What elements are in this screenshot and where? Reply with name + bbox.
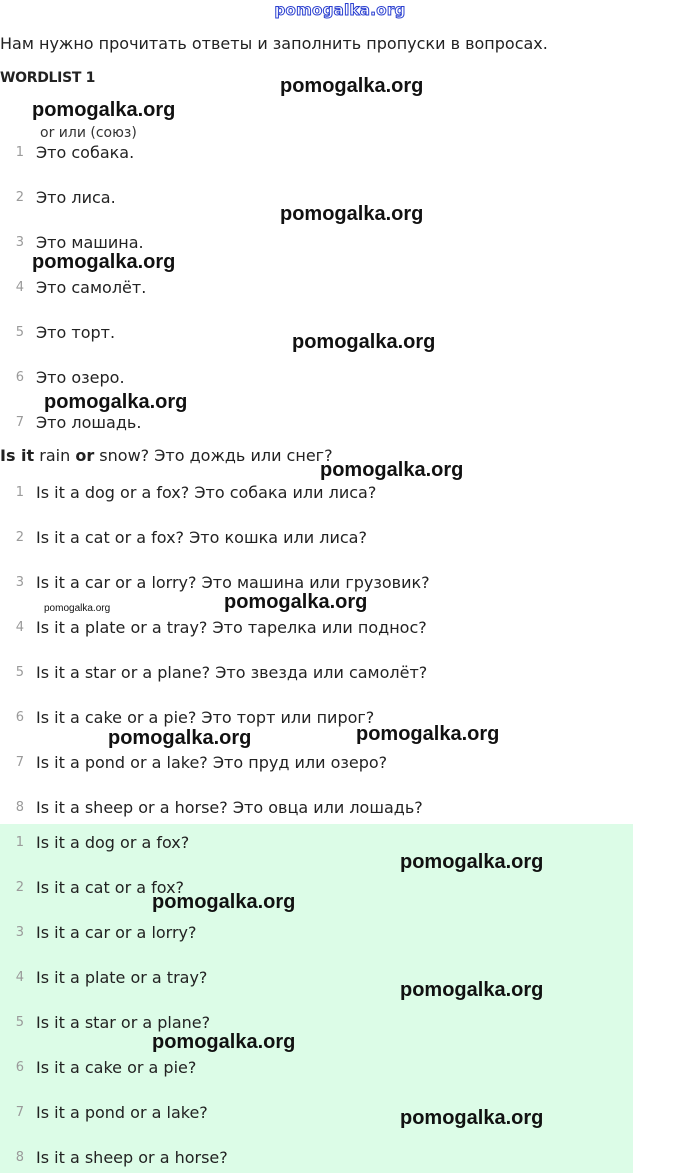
question-item — [0, 615, 427, 639]
item-text: Это торт. — [36, 322, 116, 342]
item-number: 3 — [15, 924, 24, 940]
answer-item — [0, 1100, 208, 1124]
watermark: pomogalka.org — [152, 891, 296, 913]
item-text: Is it a sheep or a horse? Это овца или лошадь? — [36, 797, 423, 817]
item-number: 8 — [15, 799, 24, 815]
item-number: 1 — [15, 144, 24, 160]
watermark: pomogalka.org — [280, 75, 424, 97]
watermark: pomogalka.org — [224, 591, 368, 613]
answer-item — [0, 1055, 196, 1079]
item-text: Is it a star or a plane? Это звезда или самолёт? — [36, 662, 428, 682]
heading-or: or — [75, 446, 95, 465]
item-text: Это машина. — [36, 232, 144, 252]
item-number: 3 — [15, 574, 24, 590]
item-text: Это собака. — [36, 142, 135, 162]
answer-item — [0, 920, 197, 944]
question-item — [0, 795, 423, 819]
question-item — [0, 660, 427, 684]
item-text: Is it a cake or a pie? — [36, 1057, 197, 1077]
item-text: Is it a cat or a fox? — [36, 877, 185, 897]
watermark: pomogalka.org — [292, 331, 436, 353]
item-number: 1 — [15, 834, 24, 850]
item-number: 1 — [15, 484, 24, 500]
item-number: 5 — [15, 664, 24, 680]
item-number: 7 — [15, 754, 24, 770]
item-number: 5 — [15, 324, 24, 340]
item-text: Is it a car or a lorry? Это машина или грузовик? — [36, 572, 430, 592]
watermark: pomogalka.org — [44, 603, 111, 614]
answer-item — [0, 965, 207, 989]
watermark: pomogalka.org — [356, 723, 500, 745]
item-number: 7 — [15, 414, 24, 430]
item-text: Is it a plate or a tray? — [36, 967, 208, 987]
item-text: Это лиса. — [36, 187, 116, 207]
item-number: 6 — [15, 709, 24, 725]
heading-rest: snow? Это дождь или снег? — [94, 446, 333, 465]
item-text: Is it a star or a plane? — [36, 1012, 211, 1032]
wordlist-item — [0, 275, 146, 299]
item-number: 4 — [15, 619, 24, 635]
item-number: 6 — [15, 369, 24, 385]
item-number: 5 — [15, 1014, 24, 1030]
item-number: 8 — [15, 1149, 24, 1165]
item-number: 2 — [15, 189, 24, 205]
site-header-logo[interactable]: pomogalka.org — [274, 1, 406, 19]
wordlist-item — [0, 140, 134, 164]
item-text: Это лошадь. — [36, 412, 142, 432]
item-number: 4 — [15, 279, 24, 295]
watermark: pomogalka.org — [280, 203, 424, 225]
watermark: pomogalka.org — [32, 251, 176, 273]
watermark: pomogalka.org — [400, 979, 544, 1001]
intro-text: Нам нужно прочитать ответы и заполнить пропуски в вопросах. — [0, 34, 548, 53]
item-text: Это самолёт. — [36, 277, 147, 297]
wordlist-title: WORDLIST 1 — [0, 70, 96, 86]
question-heading — [0, 446, 333, 465]
item-number: 6 — [15, 1059, 24, 1075]
watermark: pomogalka.org — [400, 1107, 544, 1129]
item-text: Is it a cake or a pie? Это торт или пирог? — [36, 707, 375, 727]
cut-off-line: or или (союз) — [40, 125, 137, 141]
item-text: Is it a pond or a lake? Это пруд или озеро? — [36, 752, 388, 772]
item-text: Is it a plate or a tray? Это тарелка или поднос? — [36, 617, 427, 637]
question-item — [0, 705, 374, 729]
heading-is-it: Is it — [0, 446, 35, 465]
watermark: pomogalka.org — [32, 99, 176, 121]
watermark: pomogalka.org — [44, 391, 188, 413]
watermark: pomogalka.org — [400, 851, 544, 873]
answer-item — [0, 830, 189, 854]
wordlist-item — [0, 320, 115, 344]
item-text: Is it a cat or a fox? Это кошка или лиса? — [36, 527, 367, 547]
item-number: 2 — [15, 529, 24, 545]
item-number: 3 — [15, 234, 24, 250]
watermark: pomogalka.org — [108, 727, 252, 749]
item-text: Is it a sheep or a horse? — [36, 1147, 228, 1167]
answer-item — [0, 1145, 228, 1169]
item-text: Is it a pond or a lake? — [36, 1102, 208, 1122]
heading-rain: rain — [34, 446, 76, 465]
item-text: Is it a dog or a fox? — [36, 832, 190, 852]
item-number: 2 — [15, 879, 24, 895]
item-number: 7 — [15, 1104, 24, 1120]
item-text: Is it a car or a lorry? — [36, 922, 197, 942]
item-text: Is it a dog or a fox? Это собака или лиса? — [36, 482, 377, 502]
wordlist-item — [0, 185, 116, 209]
question-item — [0, 750, 387, 774]
item-number: 4 — [15, 969, 24, 985]
watermark: pomogalka.org — [320, 459, 464, 481]
watermark: pomogalka.org — [152, 1031, 296, 1053]
question-item — [0, 525, 367, 549]
wordlist-item — [0, 365, 125, 389]
question-item — [0, 480, 376, 504]
item-text: Это озеро. — [36, 367, 125, 387]
